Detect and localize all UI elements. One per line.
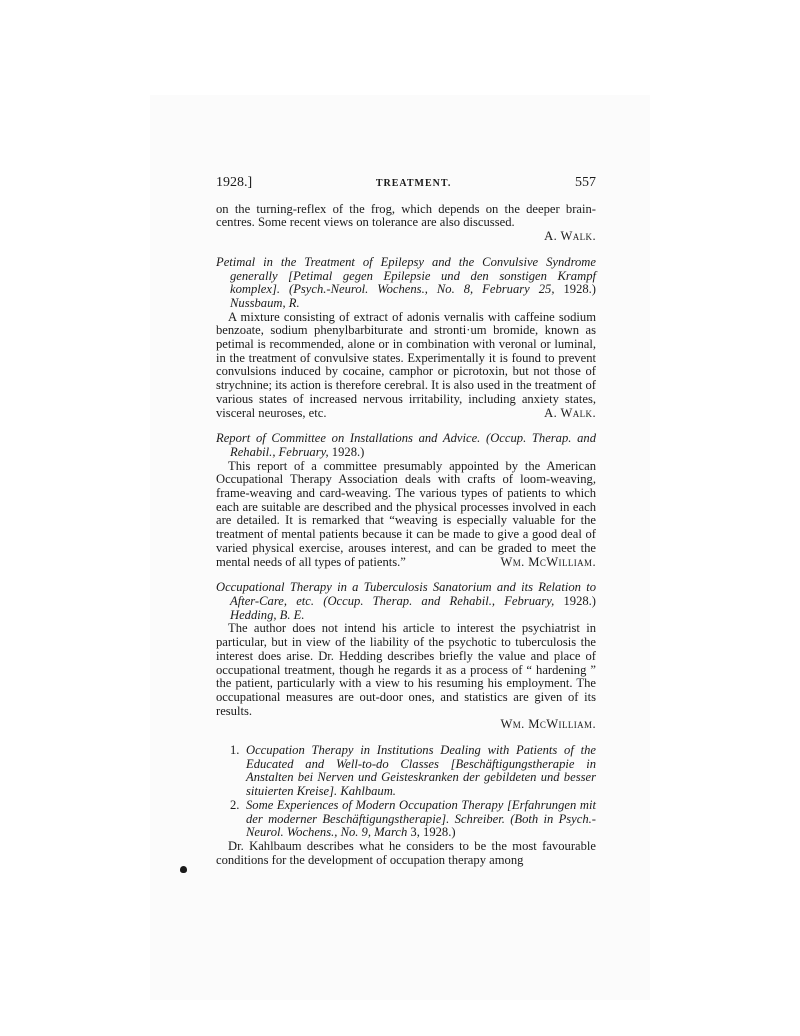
abstract-signature: A. Walk. bbox=[544, 229, 596, 244]
abstract-continuation bbox=[216, 203, 596, 244]
abstract-text: This report of a committee presumably appointed by the American Occupational Therapy Association deals with crafts of loom-weaving, frame-weaving and card-weaving. The various types of patients to which each are suitable are described and the physical processes involved in each are detailed. It is remarked that “weaving is especially valuable for the treatment of mental patients because it can be made to give a good deal of varied physical exercise, arouses interest, and can be graded to meet the mental needs of all types of patients.” Wm. McWilliam. bbox=[216, 458, 596, 569]
abstract-occupation-therapy bbox=[216, 744, 596, 867]
abstract-text: Dr. Kahlbaum describes what he considers to be the most favourable conditions for the development of occupation therapy among bbox=[216, 838, 596, 867]
reference-item: 1. Occupation Therapy in Institutions Dealing with Patients of the Educated and Well-to-do Classes [Beschäftigungstherapie in Anstalten bei Nerven und Geisteskranken der gebildeten und besser situierten Kreise]. Kahlbaum. bbox=[230, 743, 596, 799]
page-number: 557 bbox=[574, 175, 596, 190]
abstract-text: A mixture consisting of extract of adonis vernalis with caffeine sodium benzoate, sodium phenylbarbiturate and stronti·um bromide, known as petimal is recommended, alone or in combination with veronal or luminal, in the treatment of convulsive states. Experimentally it is found to prevent convulsions induced by cocaine, camphor or picrotoxin, but not those of strychnine; its action is therefore cerebral. It is also used in the treatment of various states of increased nervous irritability, including anxiety states, visceral neuroses, etc. A. Walk. bbox=[216, 309, 596, 420]
journal-page bbox=[216, 176, 596, 867]
reference-list bbox=[216, 744, 596, 840]
citation: Petimal in the Treatment of Epilepsy and the Convulsive Syndrome generally [Petimal gegen Epilepsie und den sonstigen Krampf komplex]. (Psych.-Neurol. Wochens., No. 8, February 25, 1928.) Nussbaum, R. bbox=[216, 254, 596, 310]
running-header bbox=[216, 176, 596, 191]
abstract-text: The author does not intend his article to interest the psychiatrist in particular, but in view of the liability of the psychotic to tuberculosis the interest does arise. Dr. Hedding describes briefly the value and place of occupational treatment, though he regards it as a process of “ hardening ” the patient, particularly with a view to his resuming his employment. The occupational measures are out-door ones, and statistics are given of its results. bbox=[216, 621, 596, 718]
abstract-committee-report bbox=[216, 432, 596, 569]
abstract-petimal bbox=[216, 256, 596, 420]
reference-item: 2. Some Experiences of Modern Occupation Therapy [Erfahrungen mit der moderner Beschäftigungstherapie]. Schreiber. (Both in Psych.-Neurol. Wochens., No. 9, March 3, 1928.) bbox=[230, 797, 596, 840]
header-title: TREATMENT. bbox=[375, 178, 452, 189]
abstract-tuberculosis-sanatorium bbox=[216, 581, 596, 732]
abstract-signature: Wm. McWilliam. bbox=[500, 554, 596, 569]
abstract-signature: Wm. McWilliam. bbox=[500, 717, 596, 732]
citation: Occupational Therapy in a Tuberculosis Sanatorium and its Relation to After-Care, etc. (Occup. Therap. and Rehabil., February, 1928.) Hedding, B. E. bbox=[216, 580, 596, 622]
header-year: 1928.] bbox=[216, 175, 253, 190]
ink-blot-mark bbox=[180, 866, 187, 873]
abstract-text: on the turning-reflex of the frog, which depends on the deeper brain-centres. Some recent views on tolerance are also discussed. bbox=[216, 201, 596, 230]
citation: Report of Committee on Installations and Advice. (Occup. Therap. and Rehabil., February, 1928.) bbox=[216, 431, 596, 459]
abstract-signature: A. Walk. bbox=[544, 405, 596, 420]
